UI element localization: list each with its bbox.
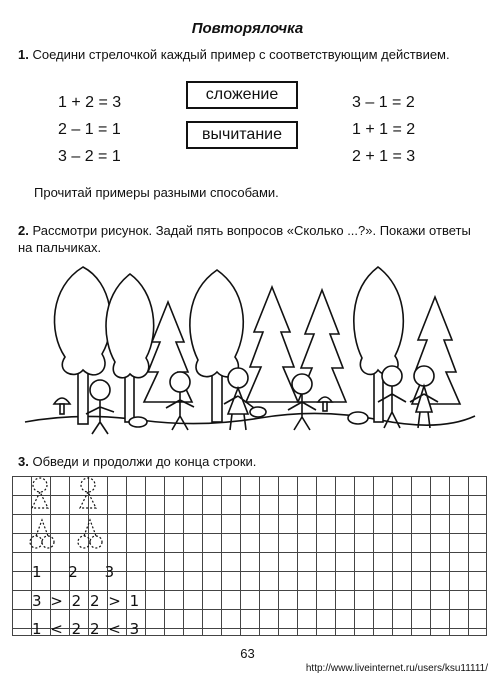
tracing-row-numbers: 1 2 3 xyxy=(32,563,126,581)
task-3-instruction xyxy=(18,453,478,470)
task-1-number: 1. xyxy=(18,47,29,62)
forest-illustration xyxy=(20,262,480,440)
task-1-text: Соедини стрелочкой каждый пример с соответствующим действием. xyxy=(32,47,450,62)
tracing-row-less: 1 < 2 2 < 3 xyxy=(32,620,142,638)
task-1-note: Прочитай примеры разными способами. xyxy=(34,185,279,200)
dotted-circle-triangle-icon xyxy=(32,478,48,508)
mushroom-icon xyxy=(54,398,70,414)
left-example-3: 3 – 2 = 1 xyxy=(58,148,121,165)
right-example-1: 3 – 1 = 2 xyxy=(352,94,415,111)
tracing-row-greater: 3 > 2 2 > 1 xyxy=(32,592,142,610)
birch-tree xyxy=(354,267,404,422)
dotted-circle-triangle-icon xyxy=(80,478,96,508)
task-1-instruction xyxy=(18,46,478,63)
task-2-instruction xyxy=(18,222,478,256)
spruce-tree xyxy=(412,297,460,404)
basket-icon xyxy=(129,417,147,427)
basket-icon xyxy=(250,407,266,417)
child-figure xyxy=(86,380,114,434)
basket-icon xyxy=(348,412,368,424)
page-title: Повторялочка xyxy=(191,20,304,37)
dotted-cherries-icon xyxy=(30,520,54,548)
spruce-tree xyxy=(246,287,298,402)
task-2-text: Рассмотри рисунок. Задай пять вопросов «Сколько ...?». Покажи ответы на пальчиках. xyxy=(18,223,471,255)
right-example-2: 1 + 1 = 2 xyxy=(352,121,416,138)
addition-box[interactable]: сложение xyxy=(186,81,298,109)
ground-line xyxy=(25,413,475,425)
subtraction-box[interactable]: вычитание xyxy=(186,121,298,149)
task-3-text: Обведи и продолжи до конца строки. xyxy=(32,454,257,469)
source-url[interactable]: http://www.liveinternet.ru/users/ksu11111/ xyxy=(305,663,488,674)
mushroom-icon xyxy=(318,397,332,411)
left-example-1: 1 + 2 = 3 xyxy=(58,94,122,111)
dotted-cherries-icon xyxy=(78,520,102,548)
dotted-figures xyxy=(12,476,132,556)
task-2-number: 2. xyxy=(18,223,29,238)
right-example-3: 2 + 1 = 3 xyxy=(352,148,416,165)
task-3-number: 3. xyxy=(18,454,29,469)
page-number: 63 xyxy=(240,646,255,661)
left-example-2: 2 – 1 = 1 xyxy=(58,121,121,138)
